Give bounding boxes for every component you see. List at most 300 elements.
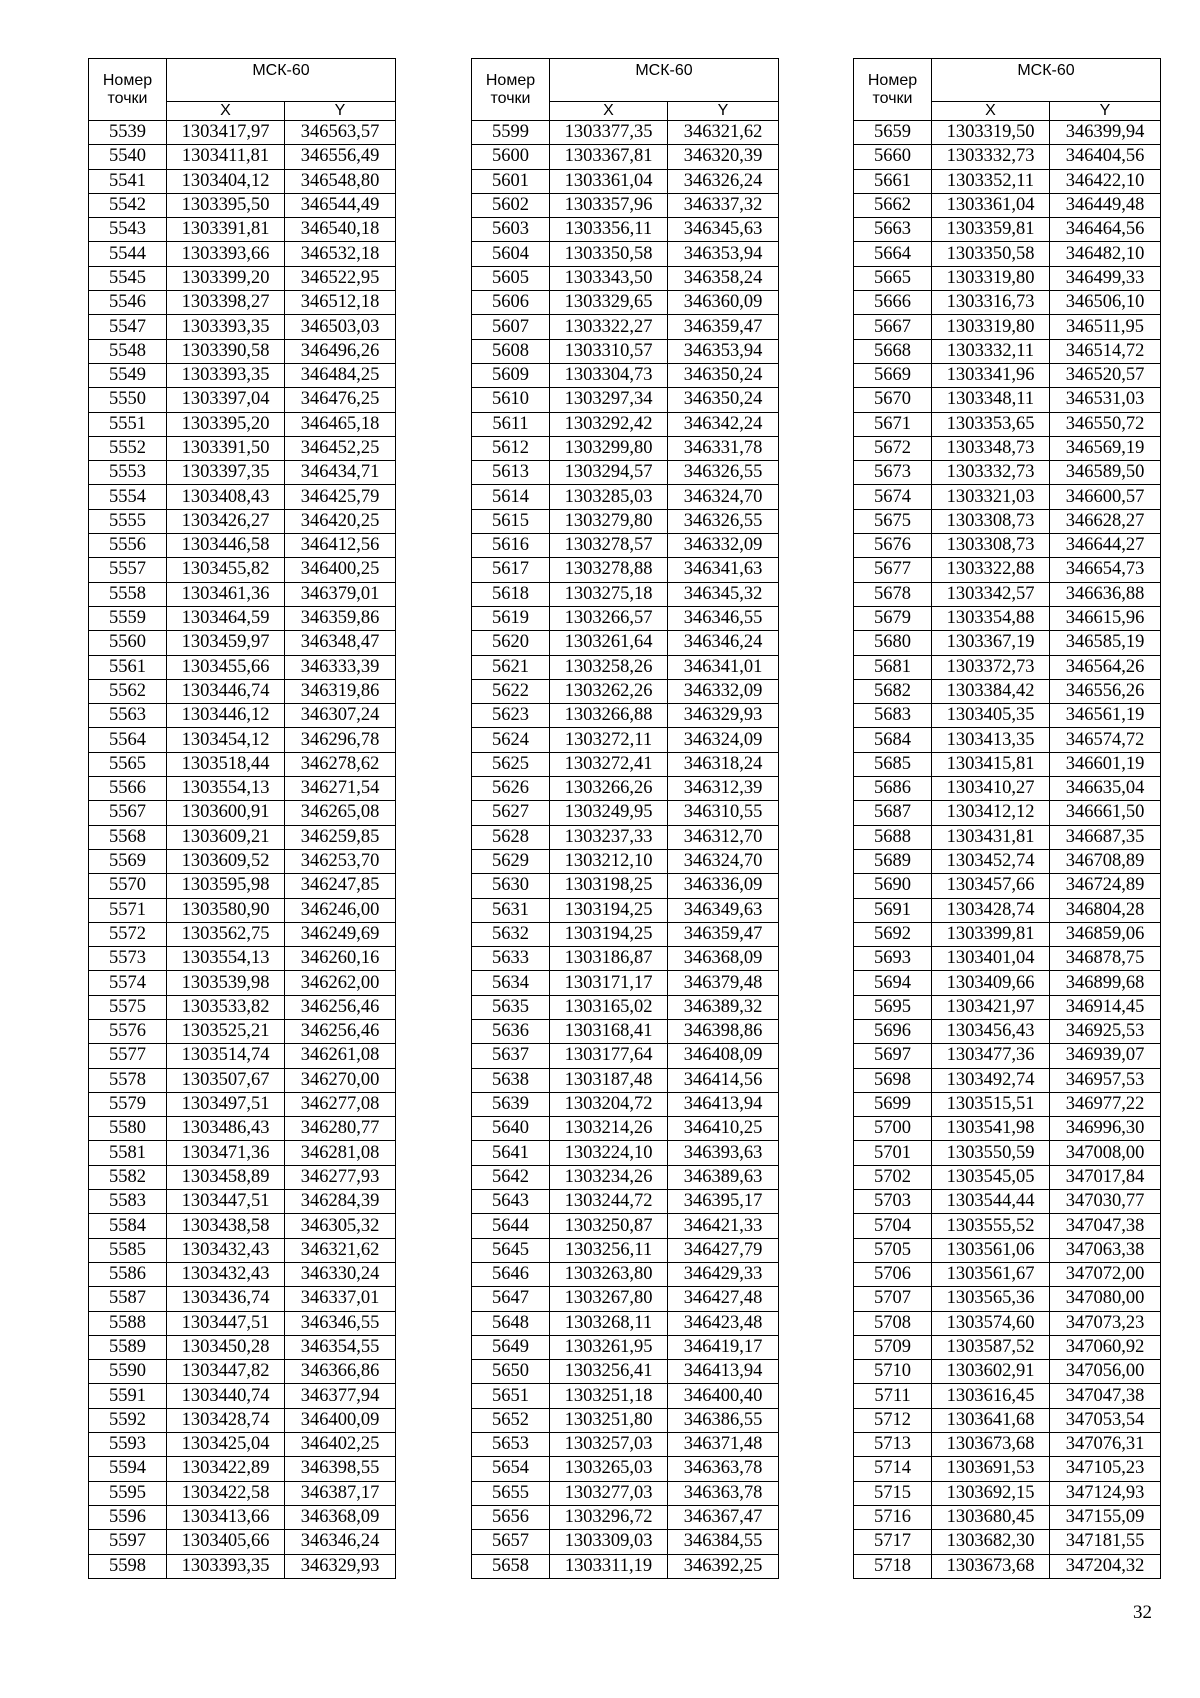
x-coordinate-cell: 1303250,87 (550, 1214, 668, 1238)
table-row (472, 218, 779, 242)
table-row (472, 1335, 779, 1359)
y-coordinate-cell: 346246,00 (285, 898, 396, 922)
x-coordinate-cell: 1303342,57 (932, 582, 1050, 606)
y-coordinate-cell: 346520,57 (1050, 363, 1161, 387)
y-coordinate-cell: 346249,69 (285, 922, 396, 946)
table-row (472, 1433, 779, 1457)
x-coordinate-cell: 1303377,35 (550, 121, 668, 145)
point-number-cell: 5667 (854, 315, 932, 339)
x-coordinate-cell: 1303329,65 (550, 291, 668, 315)
point-number-cell: 5679 (854, 606, 932, 630)
point-number-cell: 5643 (472, 1190, 550, 1214)
table-row (854, 388, 1161, 412)
table-row (854, 121, 1161, 145)
point-number-cell: 5603 (472, 218, 550, 242)
point-number-cell: 5562 (89, 679, 167, 703)
table-row (89, 995, 396, 1019)
x-coordinate-cell: 1303262,26 (550, 679, 668, 703)
point-number-cell: 5588 (89, 1311, 167, 1335)
x-coordinate-cell: 1303410,27 (932, 777, 1050, 801)
point-number-cell: 5638 (472, 1068, 550, 1092)
table-row (854, 1360, 1161, 1384)
point-number-cell: 5601 (472, 169, 550, 193)
x-coordinate-cell: 1303359,81 (932, 218, 1050, 242)
point-number-cell: 5612 (472, 436, 550, 460)
x-coordinate-cell: 1303405,66 (167, 1530, 285, 1554)
point-number-header: Номер точки (89, 59, 167, 121)
x-coordinate-cell: 1303682,30 (932, 1530, 1050, 1554)
x-coordinate-cell: 1303278,57 (550, 534, 668, 558)
y-coordinate-cell: 346259,85 (285, 825, 396, 849)
table-row (472, 509, 779, 533)
point-number-cell: 5705 (854, 1238, 932, 1262)
x-coordinate-cell: 1303168,41 (550, 1019, 668, 1043)
point-number-cell: 5701 (854, 1141, 932, 1165)
x-coordinate-cell: 1303446,12 (167, 704, 285, 728)
y-coordinate-cell: 346337,01 (285, 1287, 396, 1311)
y-coordinate-cell: 346367,47 (668, 1505, 779, 1529)
point-number-cell: 5554 (89, 485, 167, 509)
table-row (472, 898, 779, 922)
point-number-cell: 5657 (472, 1530, 550, 1554)
table-row (854, 1165, 1161, 1189)
table-row (472, 849, 779, 873)
point-number-cell: 5605 (472, 266, 550, 290)
y-coordinate-cell: 346429,33 (668, 1262, 779, 1286)
y-coordinate-cell: 346349,63 (668, 898, 779, 922)
x-coordinate-cell: 1303595,98 (167, 874, 285, 898)
table-row (472, 704, 779, 728)
point-number-cell: 5568 (89, 825, 167, 849)
y-coordinate-cell: 346628,27 (1050, 509, 1161, 533)
table-row (472, 1262, 779, 1286)
point-number-cell: 5606 (472, 291, 550, 315)
point-number-cell: 5637 (472, 1044, 550, 1068)
point-number-cell: 5716 (854, 1505, 932, 1529)
point-number-cell: 5571 (89, 898, 167, 922)
point-number-cell: 5682 (854, 679, 932, 703)
table-row (89, 1481, 396, 1505)
y-coordinate-cell: 346601,19 (1050, 752, 1161, 776)
x-coordinate-cell: 1303319,80 (932, 315, 1050, 339)
x-coordinate-cell: 1303393,35 (167, 1554, 285, 1578)
x-coordinate-cell: 1303450,28 (167, 1335, 285, 1359)
table-row (472, 1505, 779, 1529)
point-number-cell: 5543 (89, 218, 167, 242)
y-coordinate-cell: 347047,38 (1050, 1384, 1161, 1408)
y-coordinate-cell: 346420,25 (285, 509, 396, 533)
point-number-cell: 5658 (472, 1554, 550, 1578)
y-coordinate-cell: 346341,01 (668, 655, 779, 679)
point-number-cell: 5628 (472, 825, 550, 849)
point-number-cell: 5609 (472, 363, 550, 387)
point-number-cell: 5586 (89, 1262, 167, 1286)
table-row (854, 1019, 1161, 1043)
y-coordinate-cell: 346425,79 (285, 485, 396, 509)
x-coordinate-cell: 1303214,26 (550, 1117, 668, 1141)
table-row (472, 1141, 779, 1165)
y-coordinate-cell: 346540,18 (285, 218, 396, 242)
x-coordinate-cell: 1303266,57 (550, 606, 668, 630)
x-coordinate-cell: 1303350,58 (932, 242, 1050, 266)
point-number-cell: 5564 (89, 728, 167, 752)
table-row (89, 412, 396, 436)
y-coordinate-cell: 346427,48 (668, 1287, 779, 1311)
y-coordinate-cell: 347072,00 (1050, 1262, 1161, 1286)
x-coordinate-cell: 1303393,66 (167, 242, 285, 266)
y-coordinate-cell: 346400,09 (285, 1408, 396, 1432)
point-number-cell: 5641 (472, 1141, 550, 1165)
table-row (854, 1335, 1161, 1359)
x-coordinate-cell: 1303395,20 (167, 412, 285, 436)
table-row (472, 388, 779, 412)
y-coordinate-cell: 346284,39 (285, 1190, 396, 1214)
x-coordinate-cell: 1303405,35 (932, 704, 1050, 728)
y-coordinate-cell: 346277,08 (285, 1092, 396, 1116)
x-coordinate-cell: 1303539,98 (167, 971, 285, 995)
x-coordinate-cell: 1303497,51 (167, 1092, 285, 1116)
table-row (854, 1214, 1161, 1238)
point-number-cell: 5665 (854, 266, 932, 290)
point-number-cell: 5690 (854, 874, 932, 898)
table-row (472, 193, 779, 217)
coordinate-system-header: МСК-60 (932, 59, 1161, 102)
table-row (472, 1530, 779, 1554)
x-coordinate-cell: 1303447,82 (167, 1360, 285, 1384)
table-row (854, 922, 1161, 946)
x-coordinate-cell: 1303316,73 (932, 291, 1050, 315)
x-coordinate-cell: 1303507,67 (167, 1068, 285, 1092)
point-number-cell: 5703 (854, 1190, 932, 1214)
point-number-cell: 5570 (89, 874, 167, 898)
y-coordinate-cell: 346506,10 (1050, 291, 1161, 315)
x-coordinate-cell: 1303609,21 (167, 825, 285, 849)
x-coordinate-cell: 1303411,81 (167, 145, 285, 169)
x-coordinate-cell: 1303397,35 (167, 461, 285, 485)
coordinate-table-2 (471, 58, 779, 1579)
point-number-cell: 5566 (89, 777, 167, 801)
point-number-cell: 5685 (854, 752, 932, 776)
x-coordinate-cell: 1303471,36 (167, 1141, 285, 1165)
table-row (472, 461, 779, 485)
y-coordinate-cell: 346346,24 (285, 1530, 396, 1554)
y-coordinate-cell: 346310,55 (668, 801, 779, 825)
point-number-cell: 5575 (89, 995, 167, 1019)
table-row (854, 145, 1161, 169)
table-row (854, 509, 1161, 533)
point-number-cell: 5594 (89, 1457, 167, 1481)
table-row (854, 315, 1161, 339)
point-number-cell: 5544 (89, 242, 167, 266)
x-coordinate-cell: 1303561,67 (932, 1262, 1050, 1286)
point-number-cell: 5608 (472, 339, 550, 363)
x-coordinate-cell: 1303319,50 (932, 121, 1050, 145)
y-coordinate-cell: 346319,86 (285, 679, 396, 703)
point-number-cell: 5611 (472, 412, 550, 436)
x-coordinate-cell: 1303398,27 (167, 291, 285, 315)
y-coordinate-cell: 346359,47 (668, 315, 779, 339)
y-coordinate-cell: 346724,89 (1050, 874, 1161, 898)
point-number-cell: 5663 (854, 218, 932, 242)
y-coordinate-cell: 346358,24 (668, 266, 779, 290)
x-coordinate-cell: 1303428,74 (932, 898, 1050, 922)
x-coordinate-cell: 1303580,90 (167, 898, 285, 922)
x-coordinate-cell: 1303641,68 (932, 1408, 1050, 1432)
y-coordinate-cell: 346654,73 (1050, 558, 1161, 582)
x-coordinate-cell: 1303673,68 (932, 1433, 1050, 1457)
table-row (854, 849, 1161, 873)
point-number-cell: 5651 (472, 1384, 550, 1408)
x-coordinate-cell: 1303541,98 (932, 1117, 1050, 1141)
y-coordinate-cell: 346368,09 (285, 1505, 396, 1529)
y-coordinate-cell: 346977,22 (1050, 1092, 1161, 1116)
y-coordinate-cell: 346326,24 (668, 169, 779, 193)
point-number-cell: 5696 (854, 1019, 932, 1043)
table-row (89, 777, 396, 801)
point-number-cell: 5653 (472, 1433, 550, 1457)
x-coordinate-cell: 1303258,26 (550, 655, 668, 679)
table-row (89, 1214, 396, 1238)
table-row (89, 388, 396, 412)
y-coordinate-cell: 346531,03 (1050, 388, 1161, 412)
y-coordinate-cell: 346363,78 (668, 1457, 779, 1481)
point-number-cell: 5567 (89, 801, 167, 825)
point-number-cell: 5624 (472, 728, 550, 752)
point-number-cell: 5545 (89, 266, 167, 290)
x-coordinate-cell: 1303341,96 (932, 363, 1050, 387)
table-row (89, 193, 396, 217)
x-coordinate-cell: 1303266,88 (550, 704, 668, 728)
table-row (854, 1141, 1161, 1165)
y-coordinate-cell: 346556,49 (285, 145, 396, 169)
y-coordinate-cell: 346360,09 (668, 291, 779, 315)
point-number-cell: 5592 (89, 1408, 167, 1432)
x-coordinate-cell: 1303477,36 (932, 1044, 1050, 1068)
table-row (472, 752, 779, 776)
table-row (472, 1092, 779, 1116)
table-row (89, 534, 396, 558)
coordinate-table-3 (853, 58, 1161, 1579)
y-coordinate-cell: 346324,70 (668, 485, 779, 509)
y-coordinate-cell: 346329,93 (285, 1554, 396, 1578)
y-coordinate-cell: 346514,72 (1050, 339, 1161, 363)
table-row (472, 874, 779, 898)
x-coordinate-cell: 1303272,11 (550, 728, 668, 752)
x-coordinate-cell: 1303224,10 (550, 1141, 668, 1165)
point-number-cell: 5610 (472, 388, 550, 412)
table-row (854, 169, 1161, 193)
x-coordinate-cell: 1303171,17 (550, 971, 668, 995)
y-coordinate-cell: 346330,24 (285, 1262, 396, 1286)
point-number-cell: 5614 (472, 485, 550, 509)
table-row (472, 363, 779, 387)
point-number-cell: 5540 (89, 145, 167, 169)
point-number-cell: 5547 (89, 315, 167, 339)
y-coordinate-cell: 346804,28 (1050, 898, 1161, 922)
point-number-cell: 5673 (854, 461, 932, 485)
table-row (89, 874, 396, 898)
y-coordinate-cell: 346324,70 (668, 849, 779, 873)
point-number-cell: 5626 (472, 777, 550, 801)
y-coordinate-cell: 347008,00 (1050, 1141, 1161, 1165)
x-header: X (167, 102, 285, 121)
y-coordinate-cell: 346277,93 (285, 1165, 396, 1189)
x-coordinate-cell: 1303308,73 (932, 534, 1050, 558)
x-coordinate-cell: 1303401,04 (932, 947, 1050, 971)
x-coordinate-cell: 1303308,73 (932, 509, 1050, 533)
table-row (854, 1384, 1161, 1408)
table-row (854, 193, 1161, 217)
point-number-cell: 5697 (854, 1044, 932, 1068)
y-coordinate-cell: 346484,25 (285, 363, 396, 387)
table-row (472, 1044, 779, 1068)
x-coordinate-cell: 1303332,11 (932, 339, 1050, 363)
table-row (854, 1408, 1161, 1432)
y-coordinate-cell: 346256,46 (285, 995, 396, 1019)
table-row (472, 995, 779, 1019)
point-number-cell: 5585 (89, 1238, 167, 1262)
y-coordinate-cell: 346423,48 (668, 1311, 779, 1335)
table-row (472, 291, 779, 315)
y-coordinate-cell: 346859,06 (1050, 922, 1161, 946)
y-header: Y (1050, 102, 1161, 121)
table-row (854, 558, 1161, 582)
x-coordinate-cell: 1303425,04 (167, 1433, 285, 1457)
table-row (854, 436, 1161, 460)
table-row (472, 679, 779, 703)
point-number-cell: 5640 (472, 1117, 550, 1141)
point-number-cell: 5595 (89, 1481, 167, 1505)
y-coordinate-cell: 346305,32 (285, 1214, 396, 1238)
table-row (472, 582, 779, 606)
point-number-cell: 5687 (854, 801, 932, 825)
point-number-cell: 5539 (89, 121, 167, 145)
point-number-cell: 5633 (472, 947, 550, 971)
point-number-header: Номер точки (472, 59, 550, 121)
table-row (89, 922, 396, 946)
table-row (472, 1117, 779, 1141)
table-row (472, 121, 779, 145)
table-row (472, 1287, 779, 1311)
table-row (472, 631, 779, 655)
x-coordinate-cell: 1303356,11 (550, 218, 668, 242)
table-row (472, 1165, 779, 1189)
point-number-cell: 5617 (472, 558, 550, 582)
table-row (472, 1311, 779, 1335)
y-coordinate-cell: 346326,55 (668, 461, 779, 485)
x-coordinate-cell: 1303322,27 (550, 315, 668, 339)
point-number-cell: 5702 (854, 1165, 932, 1189)
point-number-cell: 5583 (89, 1190, 167, 1214)
x-coordinate-cell: 1303457,66 (932, 874, 1050, 898)
table-row (472, 655, 779, 679)
point-number-cell: 5647 (472, 1287, 550, 1311)
x-coordinate-cell: 1303565,36 (932, 1287, 1050, 1311)
y-coordinate-cell: 346392,25 (668, 1554, 779, 1578)
x-coordinate-cell: 1303533,82 (167, 995, 285, 1019)
table-row (89, 1068, 396, 1092)
y-coordinate-cell: 346346,24 (668, 631, 779, 655)
point-number-cell: 5680 (854, 631, 932, 655)
table-row (89, 849, 396, 873)
y-coordinate-cell: 346878,75 (1050, 947, 1161, 971)
point-number-cell: 5695 (854, 995, 932, 1019)
y-coordinate-cell: 346419,17 (668, 1335, 779, 1359)
table-row (89, 631, 396, 655)
x-coordinate-cell: 1303268,11 (550, 1311, 668, 1335)
point-number-cell: 5676 (854, 534, 932, 558)
y-coordinate-cell: 346371,48 (668, 1433, 779, 1457)
x-coordinate-cell: 1303458,89 (167, 1165, 285, 1189)
y-coordinate-cell: 346321,62 (668, 121, 779, 145)
point-number-cell: 5542 (89, 193, 167, 217)
x-coordinate-cell: 1303299,80 (550, 436, 668, 460)
point-number-cell: 5569 (89, 849, 167, 873)
y-coordinate-cell: 346345,32 (668, 582, 779, 606)
point-number-cell: 5639 (472, 1092, 550, 1116)
y-coordinate-cell: 346265,08 (285, 801, 396, 825)
x-coordinate-cell: 1303395,50 (167, 193, 285, 217)
y-coordinate-cell: 346346,55 (285, 1311, 396, 1335)
x-coordinate-cell: 1303399,81 (932, 922, 1050, 946)
y-coordinate-cell: 346329,93 (668, 704, 779, 728)
x-coordinate-cell: 1303413,66 (167, 1505, 285, 1529)
point-number-cell: 5711 (854, 1384, 932, 1408)
x-coordinate-cell: 1303422,89 (167, 1457, 285, 1481)
point-number-cell: 5717 (854, 1530, 932, 1554)
x-coordinate-cell: 1303275,18 (550, 582, 668, 606)
x-coordinate-cell: 1303518,44 (167, 752, 285, 776)
table-row (89, 1019, 396, 1043)
point-number-cell: 5699 (854, 1092, 932, 1116)
x-coordinate-cell: 1303261,95 (550, 1335, 668, 1359)
table-row (89, 266, 396, 290)
point-number-cell: 5631 (472, 898, 550, 922)
table-row (89, 704, 396, 728)
table-row (854, 412, 1161, 436)
x-coordinate-cell: 1303263,80 (550, 1262, 668, 1286)
x-coordinate-cell: 1303446,58 (167, 534, 285, 558)
coordinate-system-header: МСК-60 (550, 59, 779, 102)
y-coordinate-cell: 346564,26 (1050, 655, 1161, 679)
point-number-cell: 5589 (89, 1335, 167, 1359)
table-row (89, 825, 396, 849)
coordinate-system-header: МСК-60 (167, 59, 396, 102)
table-row (854, 1530, 1161, 1554)
x-coordinate-cell: 1303455,66 (167, 655, 285, 679)
x-coordinate-cell: 1303256,41 (550, 1360, 668, 1384)
point-number-cell: 5556 (89, 534, 167, 558)
x-coordinate-cell: 1303525,21 (167, 1019, 285, 1043)
table-row (89, 218, 396, 242)
x-coordinate-cell: 1303397,04 (167, 388, 285, 412)
x-coordinate-cell: 1303399,20 (167, 266, 285, 290)
y-coordinate-cell: 346899,68 (1050, 971, 1161, 995)
table-row (854, 655, 1161, 679)
table-row (854, 461, 1161, 485)
point-number-cell: 5649 (472, 1335, 550, 1359)
table-row (89, 461, 396, 485)
point-number-cell: 5621 (472, 655, 550, 679)
y-coordinate-cell: 346359,47 (668, 922, 779, 946)
x-coordinate-cell: 1303257,03 (550, 1433, 668, 1457)
y-coordinate-cell: 346422,10 (1050, 169, 1161, 193)
y-coordinate-cell: 346321,62 (285, 1238, 396, 1262)
y-coordinate-cell: 346404,56 (1050, 145, 1161, 169)
x-coordinate-cell: 1303296,72 (550, 1505, 668, 1529)
y-coordinate-cell: 346615,96 (1050, 606, 1161, 630)
y-coordinate-cell: 346256,46 (285, 1019, 396, 1043)
